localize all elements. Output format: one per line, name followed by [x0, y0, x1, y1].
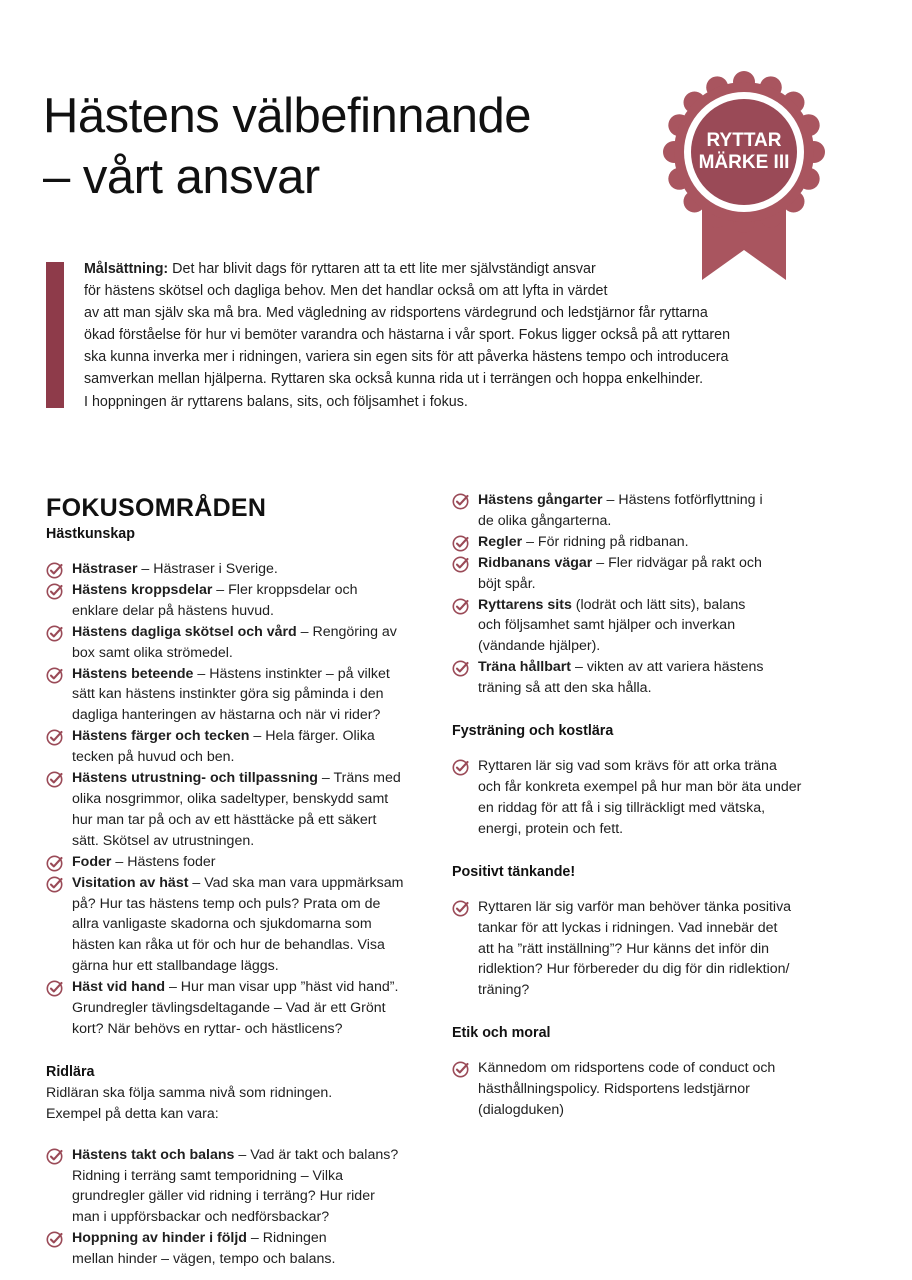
list-item-line [72, 622, 426, 643]
positivt-list [452, 897, 842, 1002]
ridlara-heading: Ridlära [46, 1063, 95, 1080]
list-item [46, 873, 426, 978]
list-item-title: Ridbanans vägar [478, 554, 593, 571]
list-item-text: – Fler ridvägar på rakt och [592, 554, 762, 571]
check-circle-icon [46, 625, 63, 642]
list-item [452, 657, 842, 699]
check-circle-icon [452, 556, 469, 573]
list-item-text: – Hästens foder [111, 853, 216, 870]
list-item-title: Hästens färger och tecken [72, 728, 250, 745]
goal-line: ska kunna inverka mer i ridningen, variera sin egen sits för att påverka hästens tempo och introducera [84, 349, 729, 366]
list-item-text: – Träns med [317, 770, 401, 787]
list-item-text: kort? När behövs en ryttar- och hästlicens? [72, 1020, 343, 1037]
list-item-line [72, 747, 426, 768]
list-item-line [72, 1145, 426, 1166]
list-item-line [478, 918, 842, 939]
list-item [452, 490, 842, 532]
list-item-line [72, 914, 426, 935]
list-item-line [478, 657, 842, 678]
goal-label: Målsättning: [84, 261, 169, 277]
list-item-text: grundregler gäller vid ridning i terräng? Hur rider [72, 1188, 375, 1205]
list-item-line [72, 1249, 426, 1270]
list-item-title: Hästens dagliga skötsel och vård [72, 623, 297, 640]
check-circle-icon [46, 1231, 63, 1248]
list-item-line [72, 998, 426, 1019]
list-item-text: – Hästens fotförflyttning i [602, 492, 763, 508]
list-item-text: – Fler kroppsdelar och [212, 581, 358, 598]
list-item-line [478, 615, 842, 636]
list-item-text: – Vad ska man vara uppmärksam [188, 874, 404, 891]
list-item-text: tecken på huvud och ben. [72, 749, 235, 766]
check-circle-icon [46, 583, 63, 600]
list-item-line [72, 1228, 426, 1249]
etik-list [452, 1058, 842, 1121]
list-item [452, 553, 842, 595]
list-item-line [72, 1166, 426, 1187]
list-item-title: Hästraser [72, 561, 138, 577]
check-circle-icon [46, 562, 63, 579]
list-item-title: Träna hållbart [478, 659, 572, 676]
list-item-line [478, 959, 842, 980]
check-circle-icon [46, 771, 63, 788]
check-circle-icon [46, 667, 63, 684]
hastkunskap-list [46, 559, 426, 1040]
list-item-line [72, 977, 426, 998]
goal-line: av att man själv ska må bra. Med vägledning av ridsportens värdegrund och ledstjärnor får ryttarna [84, 305, 708, 322]
list-item [46, 559, 426, 580]
list-item-line [478, 1079, 842, 1100]
list-item-line [72, 894, 426, 915]
list-item-title: Hästens kroppsdelar [72, 581, 213, 598]
rosette-icon [662, 70, 826, 285]
list-item-title: Hästens takt och balans [72, 1146, 235, 1163]
list-item-line [72, 705, 426, 726]
list-item [452, 1058, 842, 1121]
list-item-title: Foder [72, 853, 112, 870]
check-circle-icon [452, 535, 469, 552]
page-title-line: Hästens välbefinnande [43, 89, 532, 143]
list-item-line [72, 935, 426, 956]
list-item-text: – Vad är takt och balans? [234, 1146, 399, 1163]
list-item-text: (lodrät och lätt sits), balans [571, 596, 746, 613]
list-item-text: – Hur man visar upp ”häst vid hand”. [165, 979, 399, 996]
check-circle-icon [452, 900, 469, 917]
check-circle-icon [452, 598, 469, 615]
fystraning-list [452, 756, 842, 840]
list-item [46, 726, 426, 768]
list-item-text: ridlektion? Hur förbereder du dig för din ridlektion/ [478, 961, 790, 978]
list-item-line [72, 1207, 426, 1228]
list-item-line [478, 939, 842, 960]
list-item-text: man i uppförsbackar och nedförsbackar? [72, 1209, 330, 1226]
list-item [46, 1145, 426, 1229]
ridlara-list-right [452, 490, 842, 699]
list-item-title: Hoppning av hinder i följd [72, 1230, 247, 1247]
list-item-line [72, 726, 426, 747]
list-item-text: träning? [478, 982, 530, 999]
check-circle-icon [46, 980, 63, 997]
ridlara-list-left [46, 1145, 426, 1270]
list-item-text: (dialogduken) [478, 1102, 564, 1119]
check-circle-icon [452, 759, 469, 776]
left-column [46, 492, 426, 1270]
list-item-text: att ha ”rätt inställning”? Hur känns det inför din [478, 940, 769, 957]
list-item-text: Grundregler tävlingsdeltagande – Vad är ett Grönt [72, 1000, 386, 1017]
list-item-text: sätt kan hästens instinkter göra sig påminda i den [72, 686, 384, 703]
list-item-text: mellan hinder – vägen, tempo och balans. [72, 1251, 336, 1268]
list-item-line [478, 511, 842, 532]
check-circle-icon [452, 1061, 469, 1078]
list-item-text: de olika gångarterna. [478, 512, 612, 529]
fystraning-heading: Fysträning och kostlära [452, 723, 614, 740]
page-title [43, 86, 643, 208]
list-item-line [478, 532, 842, 553]
list-item-text: allra vanligaste skadorna och sjukdomarna som [72, 916, 372, 933]
list-item-title: Häst vid hand [72, 979, 166, 996]
list-item-text: träning så att den ska hålla. [478, 680, 652, 697]
list-item-title: Hästens utrustning- och tillpassning [72, 770, 318, 787]
goal-line [84, 258, 784, 280]
check-circle-icon [46, 729, 63, 746]
list-item-line [72, 810, 426, 831]
list-item [452, 532, 842, 553]
list-item-line [478, 678, 842, 699]
list-item-line [478, 980, 842, 1001]
list-item-text: – Hela färger. Olika [249, 728, 375, 745]
list-item [46, 622, 426, 664]
list-item-text: Ryttaren lär sig varför man behöver tänka positiva [478, 898, 792, 915]
list-item-line [72, 831, 426, 852]
check-circle-icon [452, 493, 469, 510]
goal-line: samverkan mellan hjälperna. Ryttaren ska också kunna rida ut i terrängen och hoppa enkelhinder. [84, 371, 704, 388]
list-item-title: Visitation av häst [72, 874, 189, 891]
list-item-text: och följsamhet samt hjälper och inverkan [478, 617, 736, 634]
list-item-line [478, 897, 842, 918]
list-item-title: Hästens gångarter [478, 492, 603, 508]
badge-line-2: MÄRKE III [698, 152, 790, 173]
check-circle-icon [452, 660, 469, 677]
list-item-line [72, 852, 426, 873]
list-item-line [72, 1019, 426, 1040]
check-circle-icon [46, 855, 63, 872]
list-item-line [478, 1100, 842, 1121]
ridlara-intro-line: Ridläran ska följa samma nivå som ridningen. [46, 1084, 333, 1101]
etik-heading: Etik och moral [452, 1025, 551, 1042]
list-item-text: Ridning i terräng samt temporidning – Vilka [72, 1167, 344, 1184]
list-item-line [72, 643, 426, 664]
list-item-text: enklare delar på hästens huvud. [72, 602, 274, 619]
list-item-text: box samt olika strömedel. [72, 644, 233, 661]
list-item-text: tankar för att lyckas i ridningen. Vad innebär det [478, 919, 778, 936]
list-item [46, 852, 426, 873]
list-item-line [478, 490, 842, 511]
list-item-line [72, 1186, 426, 1207]
goal-text: Det har blivit dags för ryttaren att ta ett lite mer självständigt ansvar [168, 261, 596, 277]
goal-line: för hästens skötsel och dagliga behov. Men det handlar också om att lyfta in värdet [84, 283, 608, 300]
list-item-line [478, 1058, 842, 1079]
list-item-text: en riddag för att få i sig tillräckligt med vätska, [478, 799, 766, 816]
list-item-line [478, 574, 842, 595]
list-item-line [478, 798, 842, 819]
list-item-line [72, 559, 426, 580]
list-item [46, 580, 426, 622]
list-item-line [72, 684, 426, 705]
list-item [46, 1228, 426, 1270]
list-item-text: hur man tar på och av ett hästtäcke på ett säkert [72, 811, 377, 828]
list-item-text: sätt. Skötsel av utrustningen. [72, 832, 255, 849]
list-item-title: Regler [478, 533, 523, 550]
list-item-text: – För ridning på ridbanan. [522, 533, 689, 550]
list-item-text: – Hästraser i Sverige. [137, 561, 278, 577]
check-circle-icon [46, 876, 63, 893]
list-item-text: – Rengöring av [296, 623, 397, 640]
list-item-text: gärna hur ett stallbandage läggs. [72, 958, 279, 975]
list-item-line [72, 789, 426, 810]
list-item-text: Kännedom om ridsportens code of conduct och [478, 1060, 776, 1077]
list-item [46, 977, 426, 1040]
list-item [452, 897, 842, 1002]
list-item-text: – vikten av att variera hästens [571, 659, 764, 676]
goal-line: I hoppningen är ryttarens balans, sits, och följsamhet i fokus. [84, 393, 468, 410]
list-item-line [72, 601, 426, 622]
right-column [452, 490, 842, 1121]
ridlara-intro-line: Exempel på detta kan vara: [46, 1105, 219, 1122]
goal-accent-bar [46, 262, 64, 408]
check-circle-icon [46, 1148, 63, 1165]
list-item-text: hästen kan råka ut för och hur de behandlas. Visa [72, 937, 385, 954]
list-item [46, 768, 426, 852]
list-item-text: (vändande hjälper). [478, 638, 601, 655]
list-item [452, 756, 842, 840]
list-item-line [478, 636, 842, 657]
list-item-line [478, 595, 842, 616]
list-item-text: energi, protein och fett. [478, 820, 624, 837]
list-item-line [478, 756, 842, 777]
list-item-title: Hästens beteende [72, 665, 194, 682]
list-item-line [72, 768, 426, 789]
page-title-line: – vårt ansvar [43, 150, 320, 204]
list-item-text: dagliga hanteringen av hästarna och när vi rider? [72, 707, 381, 724]
list-item-text: böjt spår. [478, 575, 536, 592]
list-item-line [72, 873, 426, 894]
list-item-text: olika nosgrimmor, olika sadeltyper, benskydd samt [72, 790, 389, 807]
list-item-text: – Ridningen [246, 1230, 327, 1247]
list-item [46, 664, 426, 727]
hastkunskap-heading: Hästkunskap [46, 526, 135, 542]
list-item-line [478, 553, 842, 574]
list-item-text: Ryttaren lär sig vad som krävs för att orka träna [478, 758, 777, 775]
list-item-text: – Hästens instinkter – på vilket [193, 665, 390, 682]
list-item-line [72, 956, 426, 977]
list-item-line [478, 819, 842, 840]
list-item [452, 595, 842, 658]
list-item-text: och får konkreta exempel på hur man bör äta under [478, 778, 802, 795]
goal-paragraph [84, 258, 784, 413]
list-item-title: Ryttarens sits [478, 596, 572, 613]
list-item-text: på? Hur tas hästens temp och puls? Prata om de [72, 895, 381, 912]
list-item-line [72, 664, 426, 685]
ryttarmarke-badge [662, 70, 826, 285]
list-item-line [478, 777, 842, 798]
badge-line-1: RYTTAR [706, 130, 782, 151]
list-item-line [72, 580, 426, 601]
goal-line: ökad förståelse för hur vi bemöter varandra och hästarna i vår sport. Fokus ligger också på att ryttaren [84, 327, 731, 344]
list-item-text: hästhållningspolicy. Ridsportens ledstjärnor [478, 1081, 750, 1098]
positivt-heading: Positivt tänkande! [452, 863, 576, 880]
focus-heading: FOKUSOMRÅDEN [46, 494, 267, 522]
